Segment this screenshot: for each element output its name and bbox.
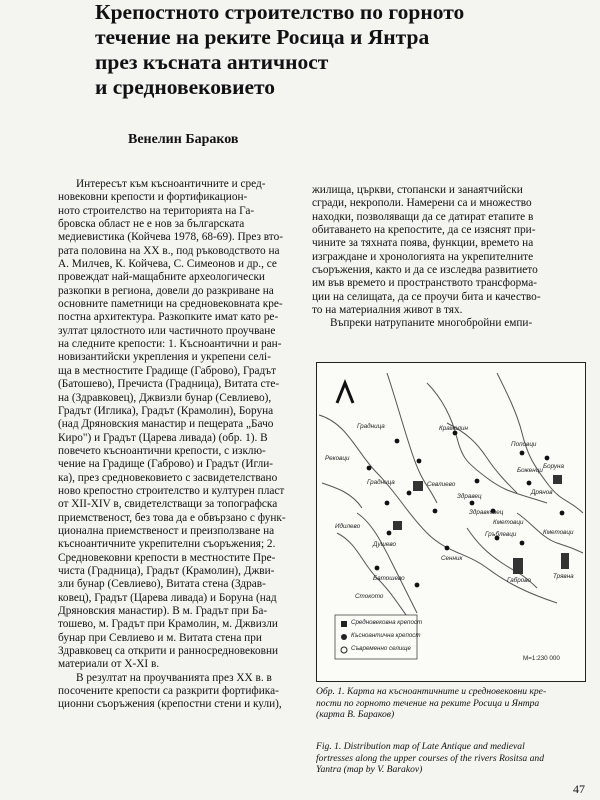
map-label: Гръблевци bbox=[485, 531, 517, 538]
map-label: Кметовци bbox=[543, 529, 574, 536]
text-line: А. Милчев, К. Койчева, С. Симеонов и др., се bbox=[58, 258, 277, 271]
settlement-dot bbox=[560, 511, 565, 516]
text-line: посочените крепости са разкрити фортифика- bbox=[58, 685, 279, 698]
text-line: Дряновския манастир). В м. Градът при Ба- bbox=[58, 605, 268, 617]
settlement-dot bbox=[475, 479, 480, 484]
text-line: медиевистика (Койчева 1978, 68-69). През вто- bbox=[58, 231, 284, 244]
map-label: Душево bbox=[373, 541, 397, 548]
text-line: основните паметници на средновековната кре- bbox=[58, 298, 283, 311]
text-line: ново крепостно строителство и културен пласт bbox=[58, 484, 285, 497]
settlement-dot bbox=[387, 531, 392, 536]
text-line: чиста (Градница), Градът (Крамолин), Джви- bbox=[58, 564, 275, 577]
map-scale: M=1:230 000 bbox=[523, 655, 560, 662]
legend-fortress-icon bbox=[341, 621, 347, 627]
map-label: Идилево bbox=[335, 523, 361, 530]
map-label: Севлиево bbox=[427, 481, 456, 488]
river-line bbox=[447, 423, 517, 493]
article-title bbox=[95, 0, 565, 100]
caption-line: Fig. 1. Distribution map of Late Antique and medieval bbox=[316, 741, 525, 752]
text-line: повечето късноантични крепости, с изклю- bbox=[58, 444, 266, 457]
map-label: Рековци bbox=[325, 455, 350, 462]
map-label: Стокото bbox=[355, 593, 384, 600]
text-line: рата половина на XX в., под ръководството на bbox=[58, 244, 280, 257]
settlement-dot bbox=[470, 501, 475, 506]
north-arrow-icon bbox=[337, 383, 353, 403]
settlement-dot bbox=[395, 439, 400, 444]
river-line bbox=[322, 483, 362, 508]
text-line: Въпреки натрупаните многобройни емпи- bbox=[330, 317, 533, 330]
figure-caption-bulgarian bbox=[316, 686, 588, 721]
text-line: от XII-XIV в, свидетелстващи за топографска bbox=[58, 498, 278, 511]
text-line: то на материалния живот в тях. bbox=[312, 304, 463, 317]
figure-caption-english bbox=[316, 741, 588, 776]
text-line: Киро") и Градът (Царева ливада) (обр. 1). В bbox=[58, 431, 268, 444]
settlement-dot bbox=[407, 491, 412, 496]
legend-label: Късноантична крепост bbox=[351, 632, 421, 639]
settlement-dot bbox=[433, 509, 438, 514]
right-column bbox=[312, 184, 588, 331]
map-label: Сенник bbox=[441, 555, 463, 562]
settlement-dot bbox=[445, 546, 450, 551]
fortress-marker bbox=[561, 553, 569, 569]
text-line: зли бунар (Севлиево), Витата стена (Здрав- bbox=[58, 578, 266, 591]
text-line: на (Здравковец), Джвизли бунар (Севлиево), bbox=[58, 391, 272, 404]
title-line: през късната античност bbox=[95, 50, 329, 74]
map-label: Дрянов bbox=[531, 489, 553, 496]
caption-line: пости по горното течение на реките Росица и Янтра bbox=[316, 697, 540, 709]
map-label: Градница bbox=[357, 423, 385, 430]
settlement-dot bbox=[545, 456, 550, 461]
map-label: Кметовци bbox=[493, 519, 524, 526]
text-line: бровска област не е нов за българската bbox=[58, 218, 245, 231]
text-line: (над Дряновския манастир и пещерата „Бачо bbox=[58, 418, 274, 431]
title-line: Крепостното строителство по горното bbox=[95, 0, 465, 24]
fortress-marker bbox=[393, 521, 402, 530]
map-label: Боруна bbox=[543, 463, 565, 470]
text-line: зултат цялостното или частичното проучване bbox=[58, 324, 276, 337]
fortress-marker bbox=[553, 475, 562, 484]
legend-label: Съвременно селище bbox=[351, 645, 411, 652]
text-line: материали от X-XI в. bbox=[58, 658, 160, 671]
text-line: жилища, църкви, стопански и занаятчийски bbox=[312, 184, 523, 196]
left-column bbox=[58, 178, 306, 712]
text-line: ща в местностите Градище (Габрово), Градът bbox=[58, 364, 277, 377]
text-line: приемственост, без това да е обвързано с функ- bbox=[58, 511, 286, 524]
settlement-dot bbox=[527, 481, 532, 486]
map-label: Трявна bbox=[553, 573, 574, 580]
caption-line: Yantra (map by V. Barakov) bbox=[316, 764, 423, 775]
legend-label: Средновековна крепост bbox=[351, 619, 423, 626]
text-line: Градът (Иглика), Градът (Крамолин), Боруна bbox=[58, 404, 274, 417]
settlement-dot bbox=[417, 459, 422, 464]
settlement-dot bbox=[375, 566, 380, 571]
text-line: разкопки в региона, довели до разкриване на bbox=[58, 284, 274, 297]
text-line: ционни съоръжения (крепостни стени и кули), bbox=[58, 698, 282, 711]
caption-line: (карта В. Бараков) bbox=[316, 709, 395, 720]
text-line: В резултат на проучванията през XX в. в bbox=[76, 671, 272, 684]
map-label: Габрово bbox=[507, 577, 531, 584]
text-line: находки, позволяващи да се датират етапите в bbox=[312, 210, 534, 223]
text-line: бунар при Севлиево и м. Витата стена при bbox=[58, 631, 262, 644]
settlement-dot bbox=[415, 583, 420, 588]
text-line: късноантичните укрепителни съоръжения; 2. bbox=[58, 538, 276, 551]
map-label: Батошево bbox=[373, 575, 405, 582]
text-line: новековни крепости и фортификацион- bbox=[58, 191, 248, 204]
text-line: на следните крепости: 1. Късноантични и ран- bbox=[58, 338, 282, 351]
fortress-marker bbox=[513, 558, 523, 574]
text-line: провеждат най-мащабните археологически bbox=[58, 271, 265, 284]
text-line: съоръжения, както и да се изследва развитието bbox=[312, 264, 538, 277]
text-line: ционална приемственост и преизползване на bbox=[58, 524, 275, 537]
map-label: Здравец bbox=[457, 493, 482, 500]
text-line: обитаването на крепостите, да се изяснят при- bbox=[312, 224, 536, 237]
caption-line: fortresses along the upper courses of the rivers Rositsa and bbox=[316, 752, 545, 764]
caption-line: Обр. 1. Карта на късноантичните и средновековни кре- bbox=[316, 686, 547, 697]
text-line: Интересът към късноантичните и сред- bbox=[76, 178, 266, 190]
text-line: ка), през средновековието с засвидетелствано bbox=[58, 471, 278, 484]
text-line: им във времето и пространството трансформа- bbox=[312, 277, 537, 290]
map-label: Здравковец bbox=[469, 509, 504, 516]
text-line: постна архитектура. Разкопките имат като ре- bbox=[58, 311, 279, 324]
text-line: Здравковец са открити и ранносредновековни bbox=[58, 645, 279, 658]
map-label: Поповци bbox=[511, 441, 537, 448]
text-line: чение на Градище (Габрово) и Градът (Игли- bbox=[58, 458, 274, 471]
map-label: Боженци bbox=[517, 467, 543, 474]
text-line: (Батошево), Пречиста (Градница), Витата сте- bbox=[58, 378, 280, 391]
title-line: течение на реките Росица и Янтра bbox=[95, 25, 430, 49]
text-line: ното строителство на територията на Га- bbox=[58, 204, 255, 217]
settlement-dot bbox=[520, 541, 525, 546]
settlement-dot bbox=[385, 501, 390, 506]
author-name: Венелин Бараков bbox=[128, 132, 239, 147]
text-line: тошево, м. Градът при Крамолин, м. Джвизли bbox=[58, 618, 278, 631]
legend-antique-icon bbox=[341, 634, 347, 640]
text-line: изграждане и хронологията на укрепителните bbox=[312, 250, 534, 263]
settlement-dot bbox=[520, 451, 525, 456]
text-line: чините за тяхната поява, функции, времето на bbox=[312, 237, 534, 250]
page-number: 47 bbox=[573, 782, 585, 796]
map-label: Градница bbox=[367, 479, 395, 486]
text-line: ковец), Градът (Царева ливада) и Боруна (над bbox=[58, 591, 277, 604]
settlement-dot bbox=[367, 466, 372, 471]
fortress-marker bbox=[413, 481, 423, 491]
title-line: и средновековието bbox=[95, 75, 276, 99]
text-line: ции на селищата, да се проучи бита и качество- bbox=[312, 290, 541, 303]
text-line: Средновековни крепости в местностите Пре- bbox=[58, 551, 276, 564]
text-line: новизантийски укрепления и укрепени селі- bbox=[58, 351, 271, 364]
map-label: Крамолин bbox=[439, 425, 468, 432]
text-line: сгради, некрополи. Намерени са и множество bbox=[312, 197, 532, 210]
distribution-map bbox=[316, 362, 586, 682]
